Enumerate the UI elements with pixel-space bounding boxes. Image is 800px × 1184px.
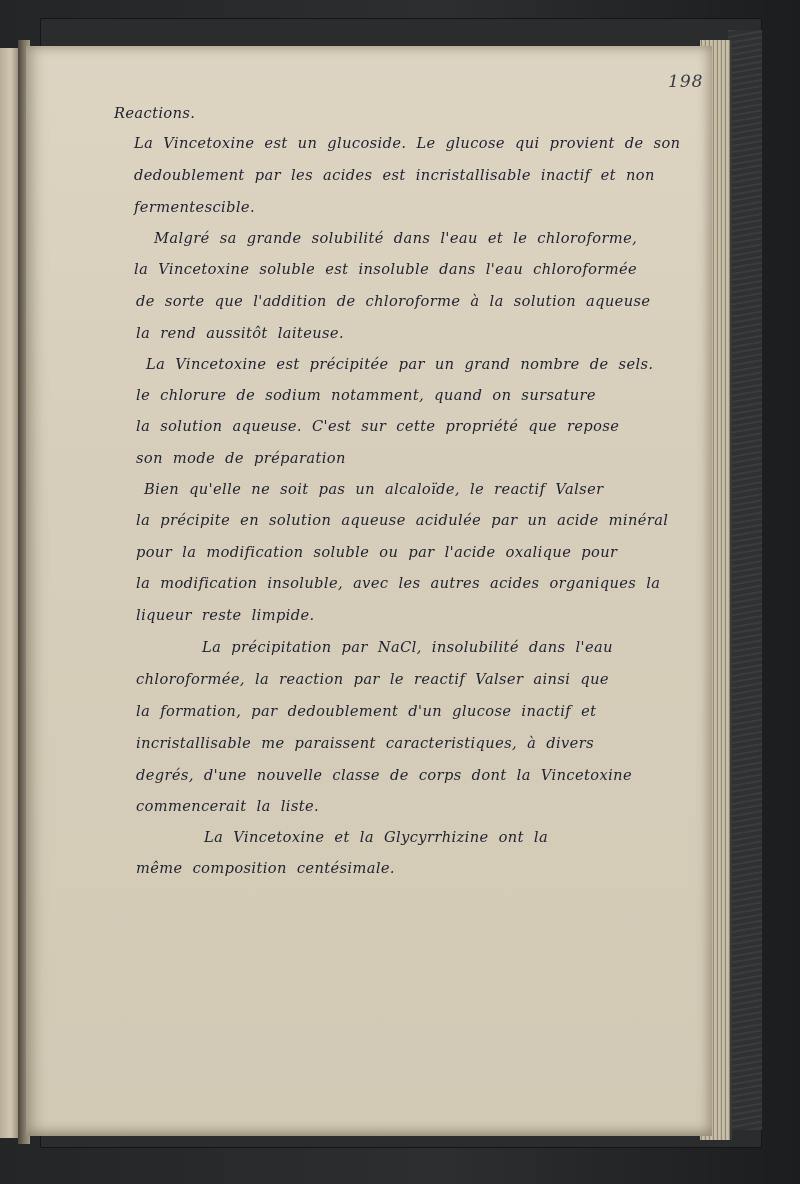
page-number: 198 xyxy=(668,72,704,92)
text-line: fermentescible. xyxy=(134,199,256,216)
text-line: la formation, par dedoublement d'un glucose inactif et xyxy=(136,703,597,720)
text-line: même composition centésimale. xyxy=(136,860,395,877)
text-line: chloroformée, la reaction par le reactif Valser ainsi que xyxy=(136,671,609,688)
text-line: La Vincetoxine est un glucoside. Le glucose qui provient de son xyxy=(134,135,681,152)
text-line: La Vincetoxine et la Glycyrrhizine ont la xyxy=(204,829,549,846)
text-line: Bien qu'elle ne soit pas un alcaloïde, le reactif Valser xyxy=(144,481,604,498)
text-line: incristallisable me paraissent caracteristiques, à divers xyxy=(136,735,594,752)
text-line: dedoublement par les acides est incristallisable inactif et non xyxy=(134,167,655,184)
cover-edge xyxy=(728,30,762,1130)
manuscript-page xyxy=(26,46,712,1136)
text-line: degrés, d'une nouvelle classe de corps dont la Vincetoxine xyxy=(136,767,633,784)
text-line: la précipite en solution aqueuse acidulée par un acide minéral xyxy=(136,512,669,529)
text-line: la rend aussitôt laiteuse. xyxy=(136,325,344,342)
section-heading: Reactions. xyxy=(114,105,196,122)
text-line: la Vincetoxine soluble est insoluble dans l'eau chloroformée xyxy=(134,261,638,278)
text-line: La Vincetoxine est précipitée par un grand nombre de sels. xyxy=(146,356,654,373)
text-line: commencerait la liste. xyxy=(136,798,320,815)
text-line: liqueur reste limpide. xyxy=(136,607,315,624)
text-line: le chlorure de sodium notamment, quand on sursature xyxy=(136,387,596,404)
text-line: son mode de préparation xyxy=(136,450,346,467)
text-line: la solution aqueuse. C'est sur cette propriété que repose xyxy=(136,418,620,435)
text-line: Malgré sa grande solubilité dans l'eau et le chloroforme, xyxy=(154,230,638,247)
text-line: la modification insoluble, avec les autres acides organiques la xyxy=(136,575,661,592)
facing-page-edge xyxy=(0,48,19,1138)
text-line: de sorte que l'addition de chloroforme à la solution aqueuse xyxy=(136,293,651,310)
text-line: pour la modification soluble ou par l'acide oxalique pour xyxy=(136,544,618,561)
text-line: La précipitation par NaCl, insolubilité dans l'eau xyxy=(202,639,613,656)
